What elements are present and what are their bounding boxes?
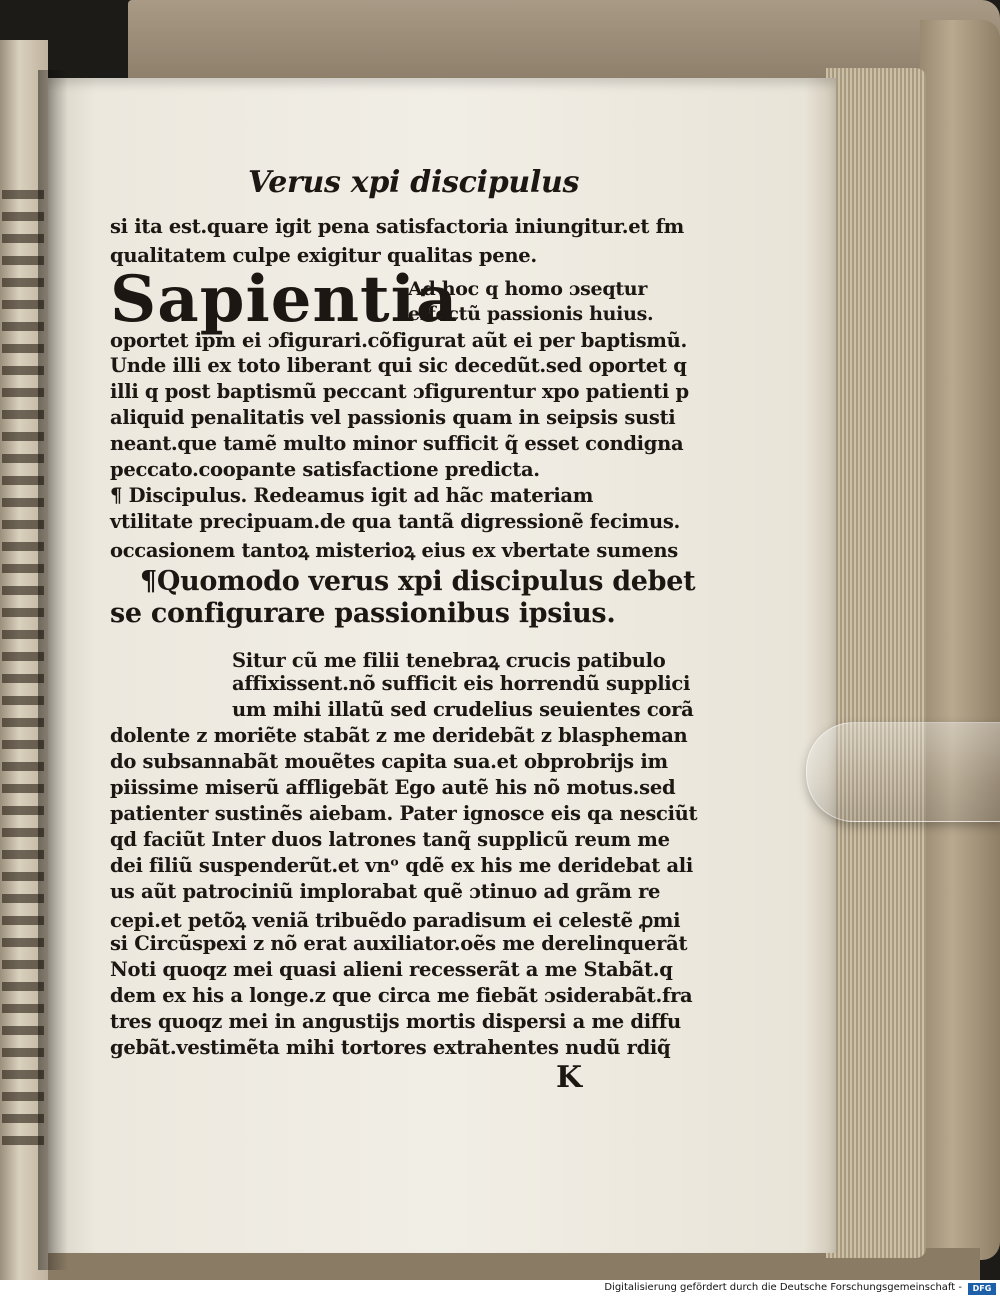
chapter-heading: ¶Quomodo verus xpi discipulus debet <box>140 566 696 597</box>
spine-shadow <box>38 70 68 1270</box>
page-edges <box>826 68 926 1258</box>
text-line: Unde illi ex toto liberant qui sic decedũt.sed oportet q <box>110 354 687 377</box>
text-line: um mihi illatũ sed crudelius seuientes corã <box>232 698 694 721</box>
text-line: Situr cũ me filii tenebraꝝ crucis patibulo <box>232 649 666 672</box>
text-line: si ita est.quare igit pena satisfactoria iniungitur.et fm <box>110 215 684 238</box>
text-line: neant.que tamẽ multo minor sufficit q̃ esset condigna <box>110 432 684 455</box>
signature-mark: K <box>556 1060 582 1095</box>
text-line: si Circũspexi z nõ erat auxiliator.oẽs me derelinquerãt <box>110 932 688 955</box>
text-line: oportet ipm ei ɔfigurari.cõfigurat aũt ei per baptismũ. <box>110 329 687 352</box>
text-line: do subsannabãt mouẽtes capita sua.et obprobrijs im <box>110 750 668 773</box>
text-line: Noti quoqz mei quasi alieni recesserãt a me Stabãt.q <box>110 958 673 981</box>
speaker-sapientia: Sapientia <box>110 262 459 337</box>
text-line: occasionem tantoꝝ misterioꝝ eius ex vbertate sumens <box>110 539 678 562</box>
text-line: dei filiũ suspenderũt.et vnᵒ qdẽ ex his me deridebat ali <box>110 854 694 877</box>
text-line: aliquid penalitatis vel passionis quam in seipsis susti <box>110 406 676 429</box>
text-line: ¶ Discipulus. Redeamus igit ad hãc materiam <box>110 484 594 507</box>
footer-bar <box>0 1280 1000 1298</box>
text-line: tres quoqz mei in angustijs mortis dispersi a me diffu <box>110 1010 681 1033</box>
text-line: affixissent.nõ sufficit eis horrendũ supplici <box>232 672 691 695</box>
chapter-heading: se configurare passionibus ipsius. <box>110 598 616 629</box>
glass-page-clip <box>806 722 1000 822</box>
side-line: Ad hoc q homo ɔseqtur <box>408 278 648 300</box>
text-line: qd faciũt Inter duos latrones tanq̃ supplicũ reum me <box>110 828 670 851</box>
text-line: gebãt.vestimẽta mihi tortores extrahentes nudũ rdiq̃ <box>110 1036 671 1059</box>
dfg-logo: DFG <box>968 1283 996 1295</box>
text-line: us aũt patrociniũ implorabat quẽ ɔtinuo ad grãm re <box>110 880 661 903</box>
text-line: patienter sustinẽs aiebam. Pater ignosce eis qa nesciũt <box>110 802 698 825</box>
text-line: illi q post baptismũ peccant ɔfigurentur xpo patienti p <box>110 380 689 403</box>
text-line: peccato.coopante satisfactione predicta. <box>110 458 540 481</box>
text-line: qualitatem culpe exigitur qualitas pene. <box>110 244 537 267</box>
text-line: vtilitate precipuam.de qua tantã digressionẽ fecimus. <box>110 510 681 533</box>
cover-board-right <box>920 20 1000 1260</box>
text-line: dolente z moriẽte stabãt z me deridebãt z blaspheman <box>110 724 688 747</box>
side-line: effectũ passionis huius. <box>408 303 654 325</box>
running-head: Verus xpi discipulus <box>248 165 580 200</box>
footer-credit: Digitalisierung gefördert durch die Deutsche Forschungsgemeinschaft - <box>604 1282 962 1293</box>
text-line: cepi.et petõꝝ veniã tribuẽdo paradisum ei celestẽ ꝓmi <box>110 909 681 932</box>
text-line: piissime miserũ affligebãt Ego autẽ his nõ motus.sed <box>110 776 676 799</box>
text-line: dem ex his a longe.z que circa me fiebãt ɔsiderabãt.fra <box>110 984 693 1007</box>
